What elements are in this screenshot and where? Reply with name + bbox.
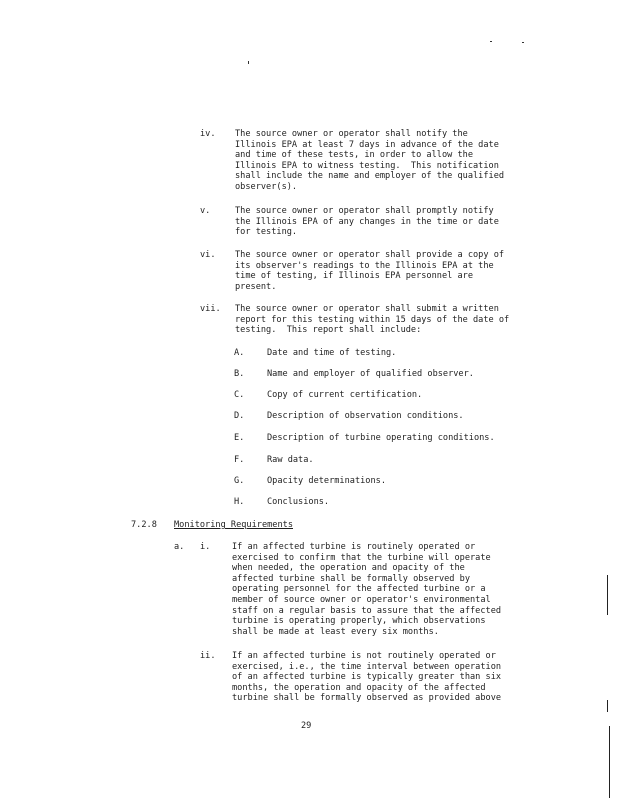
section-title: Monitoring Requirements <box>174 520 293 530</box>
subitem-letter: C. <box>234 390 245 400</box>
subitem-text: Name and employer of qualified observer. <box>267 369 474 379</box>
page-number: 29 <box>301 721 312 731</box>
subitem-text: Description of turbine operating conditions. <box>267 433 495 443</box>
subitem-letter: A. <box>234 348 245 358</box>
item-text: If an affected turbine is routinely operated or exercised to confirm that the turbine will operate when needed, the operation and opacity of the affected turbine shall be formally observed by operating personnel for the affected turbine or a member of source owner or operator's environmental staff on a regular basis to assure that the affected turbine is operating properly, which observations shall be made at least every six months. <box>232 542 502 637</box>
item-text: The source owner or operator shall notify the Illinois EPA at least 7 days in advance of the date and time of these tests, in order to allow the Illinois EPA to witness testing. This notification shall include the name and employer of the qualified observer(s). <box>235 129 505 192</box>
subitem-letter: F. <box>234 455 245 465</box>
margin-mark <box>607 575 608 615</box>
subitem-text: Date and time of testing. <box>267 348 397 358</box>
subitem-letter: D. <box>234 411 245 421</box>
paragraph-label: a. <box>174 542 185 552</box>
subitem-letter: E. <box>234 433 245 443</box>
margin-mark <box>607 700 608 712</box>
item-text: The source owner or operator shall promptly notify the Illinois EPA of any changes in the time or date for testing. <box>235 206 499 238</box>
subitem-text: Raw data. <box>267 455 314 465</box>
item-number: v. <box>200 206 211 216</box>
item-number: vi. <box>200 250 216 260</box>
item-number: iv. <box>200 129 216 139</box>
item-text: If an affected turbine is not routinely operated or exercised, i.e., the time interval between operation of an affected turbine is typically greater than six months, the operation and opacity of the affected turbine shall be formally observed as provided above <box>232 651 502 704</box>
scan-speck <box>248 61 249 64</box>
subitem-text: Description of observation conditions. <box>267 411 464 421</box>
scan-speck <box>522 42 524 43</box>
scan-speck <box>490 41 492 42</box>
section-number: 7.2.8 <box>131 520 157 530</box>
margin-mark <box>609 726 610 798</box>
item-text: The source owner or operator shall submit a written report for this testing within 15 days of the date of testing. This report shall include: <box>235 304 510 336</box>
item-text: The source owner or operator shall provide a copy of its observer's readings to the Illinois EPA at the time of testing, if Illinois EPA personnel are present. <box>235 250 505 292</box>
subitem-text: Opacity determinations. <box>267 476 386 486</box>
subitem-letter: B. <box>234 369 245 379</box>
item-number: i. <box>200 542 211 552</box>
item-number: ii. <box>200 651 216 661</box>
item-number: vii. <box>200 304 221 314</box>
subitem-letter: H. <box>234 497 245 507</box>
subitem-letter: G. <box>234 476 245 486</box>
subitem-text: Copy of current certification. <box>267 390 423 400</box>
subitem-text: Conclusions. <box>267 497 330 507</box>
